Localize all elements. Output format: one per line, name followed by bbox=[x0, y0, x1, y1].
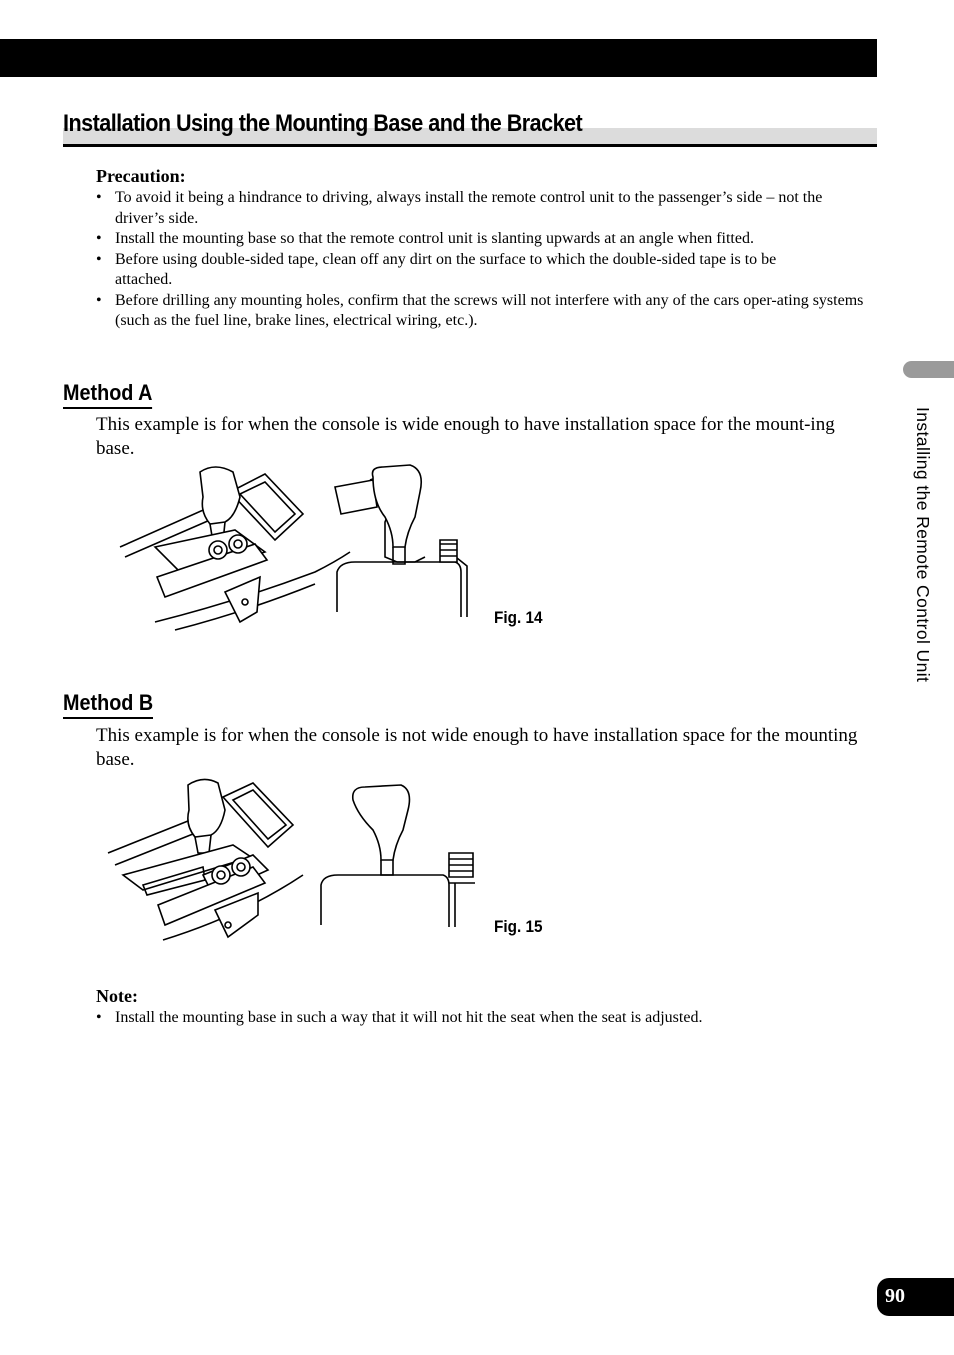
fig-14-caption: Fig. 14 bbox=[494, 608, 543, 627]
precaution-item: • Install the mounting base so that the remote control unit is slanting upwards at an angle when fitted. bbox=[96, 229, 815, 250]
title-rule bbox=[63, 144, 877, 147]
precaution-item: • Before drilling any mounting holes, confirm that the screws will not interfere with any of the cars oper-ating systems (such as the fuel line, brake lines, electrical wiring, etc.). bbox=[96, 291, 875, 332]
note-list bbox=[96, 1008, 871, 1029]
method-a-text: This example is for when the console is wide enough to have installation space for the mount-ing base. bbox=[96, 414, 835, 459]
section-title bbox=[63, 110, 877, 146]
precaution-item: • Before using double-sided tape, clean off any dirt on the surface to which the double-sided tape is to be attached. bbox=[96, 250, 835, 291]
precaution-label: Precaution: bbox=[96, 166, 186, 186]
side-tab-marker bbox=[903, 361, 954, 378]
side-chapter-label: Installing the Remote Control Unit bbox=[913, 407, 933, 683]
precaution-item: • To avoid it being a hindrance to driving, always install the remote control unit to the passenger’s side – not the driver’s side. bbox=[96, 188, 825, 229]
fig-15-illustration bbox=[103, 775, 478, 945]
method-a-heading: Method A bbox=[63, 380, 152, 409]
fig-14-illustration bbox=[115, 462, 475, 632]
header-bar bbox=[0, 39, 877, 77]
page-number: 90 bbox=[877, 1278, 954, 1316]
note-label: Note: bbox=[96, 986, 138, 1006]
note-item: • Install the mounting base in such a way that it will not hit the seat when the seat is adjusted. bbox=[96, 1008, 871, 1029]
precaution-list bbox=[96, 188, 871, 332]
method-b-heading: Method B bbox=[63, 690, 153, 719]
method-b-text: This example is for when the console is not wide enough to have installation space for the mounting base. bbox=[96, 725, 858, 770]
page-title: Installation Using the Mounting Base and the Bracket bbox=[63, 110, 583, 137]
fig-15-caption: Fig. 15 bbox=[494, 917, 543, 936]
